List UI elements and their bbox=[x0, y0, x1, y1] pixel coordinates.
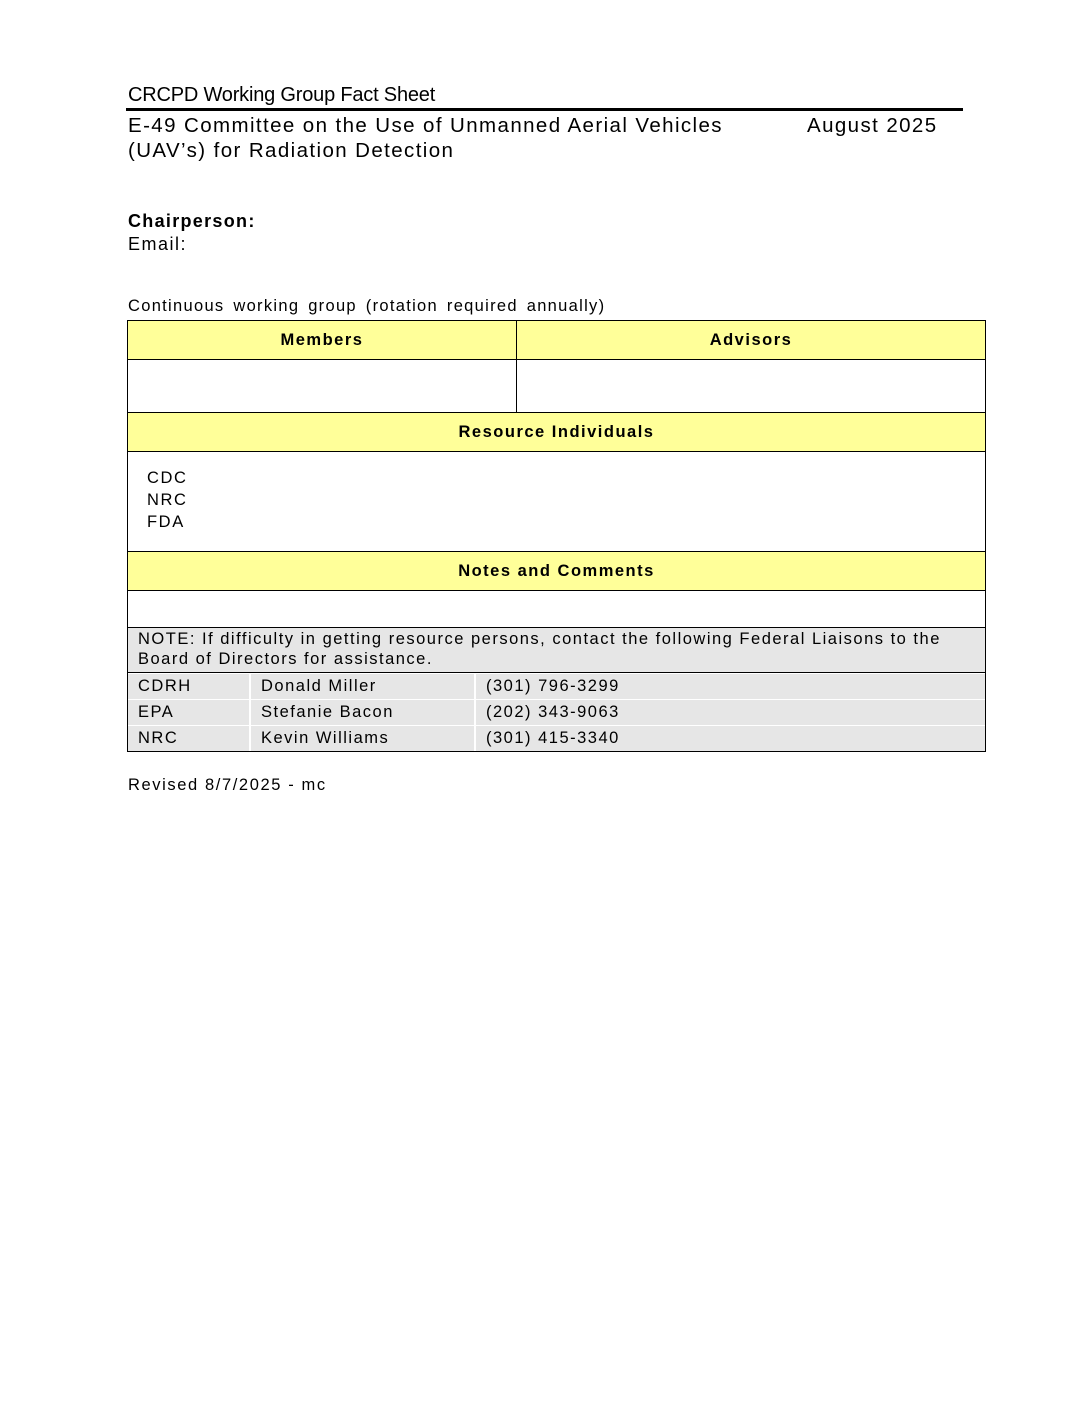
liaison-name: Kevin Williams bbox=[250, 726, 475, 752]
liaison-name: Stefanie Bacon bbox=[250, 700, 475, 726]
document-date: August 2025 bbox=[807, 114, 938, 137]
liaison-agency: CDRH bbox=[128, 674, 250, 700]
notes-header: Notes and Comments bbox=[128, 552, 986, 591]
resource-item: FDA bbox=[147, 513, 185, 531]
resource-individuals-header: Resource Individuals bbox=[128, 413, 986, 452]
liaison-note: NOTE: If difficulty in getting resource persons, contact the following Federal Liaisons to the Board of Directors for assistance. bbox=[128, 628, 986, 673]
members-cell bbox=[128, 360, 517, 413]
table-row bbox=[128, 726, 985, 752]
revision-note: Revised 8/7/2025 - mc bbox=[128, 776, 327, 794]
chairperson-label: Chairperson: bbox=[128, 211, 256, 231]
liaison-table bbox=[128, 673, 985, 751]
liaison-phone: (301) 415-3340 bbox=[475, 726, 985, 752]
liaison-agency: NRC bbox=[128, 726, 250, 752]
liaison-agency: EPA bbox=[128, 700, 250, 726]
liaison-table-cell bbox=[128, 673, 986, 752]
liaison-phone: (301) 796-3299 bbox=[475, 674, 985, 700]
title-rule bbox=[126, 108, 963, 111]
liaison-phone: (202) 343-9063 bbox=[475, 700, 985, 726]
sheet-title: CRCPD Working Group Fact Sheet bbox=[128, 84, 436, 106]
advisors-header: Advisors bbox=[517, 321, 986, 360]
resource-item: NRC bbox=[147, 491, 188, 509]
notes-cell bbox=[128, 591, 986, 628]
resource-individuals-list bbox=[128, 452, 986, 552]
members-header: Members bbox=[128, 321, 517, 360]
liaison-name: Donald Miller bbox=[250, 674, 475, 700]
group-type: Continuous working group (rotation required annually) bbox=[128, 297, 606, 315]
advisors-cell bbox=[517, 360, 986, 413]
table-row bbox=[128, 700, 985, 726]
table-row bbox=[128, 674, 985, 700]
fact-sheet-table bbox=[127, 320, 986, 752]
resource-item: CDC bbox=[147, 469, 188, 487]
email-label: Email: bbox=[128, 234, 188, 254]
committee-title: E-49 Committee on the Use of Unmanned Aerial Vehicles (UAV’s) for Radiation Detection bbox=[128, 114, 723, 162]
